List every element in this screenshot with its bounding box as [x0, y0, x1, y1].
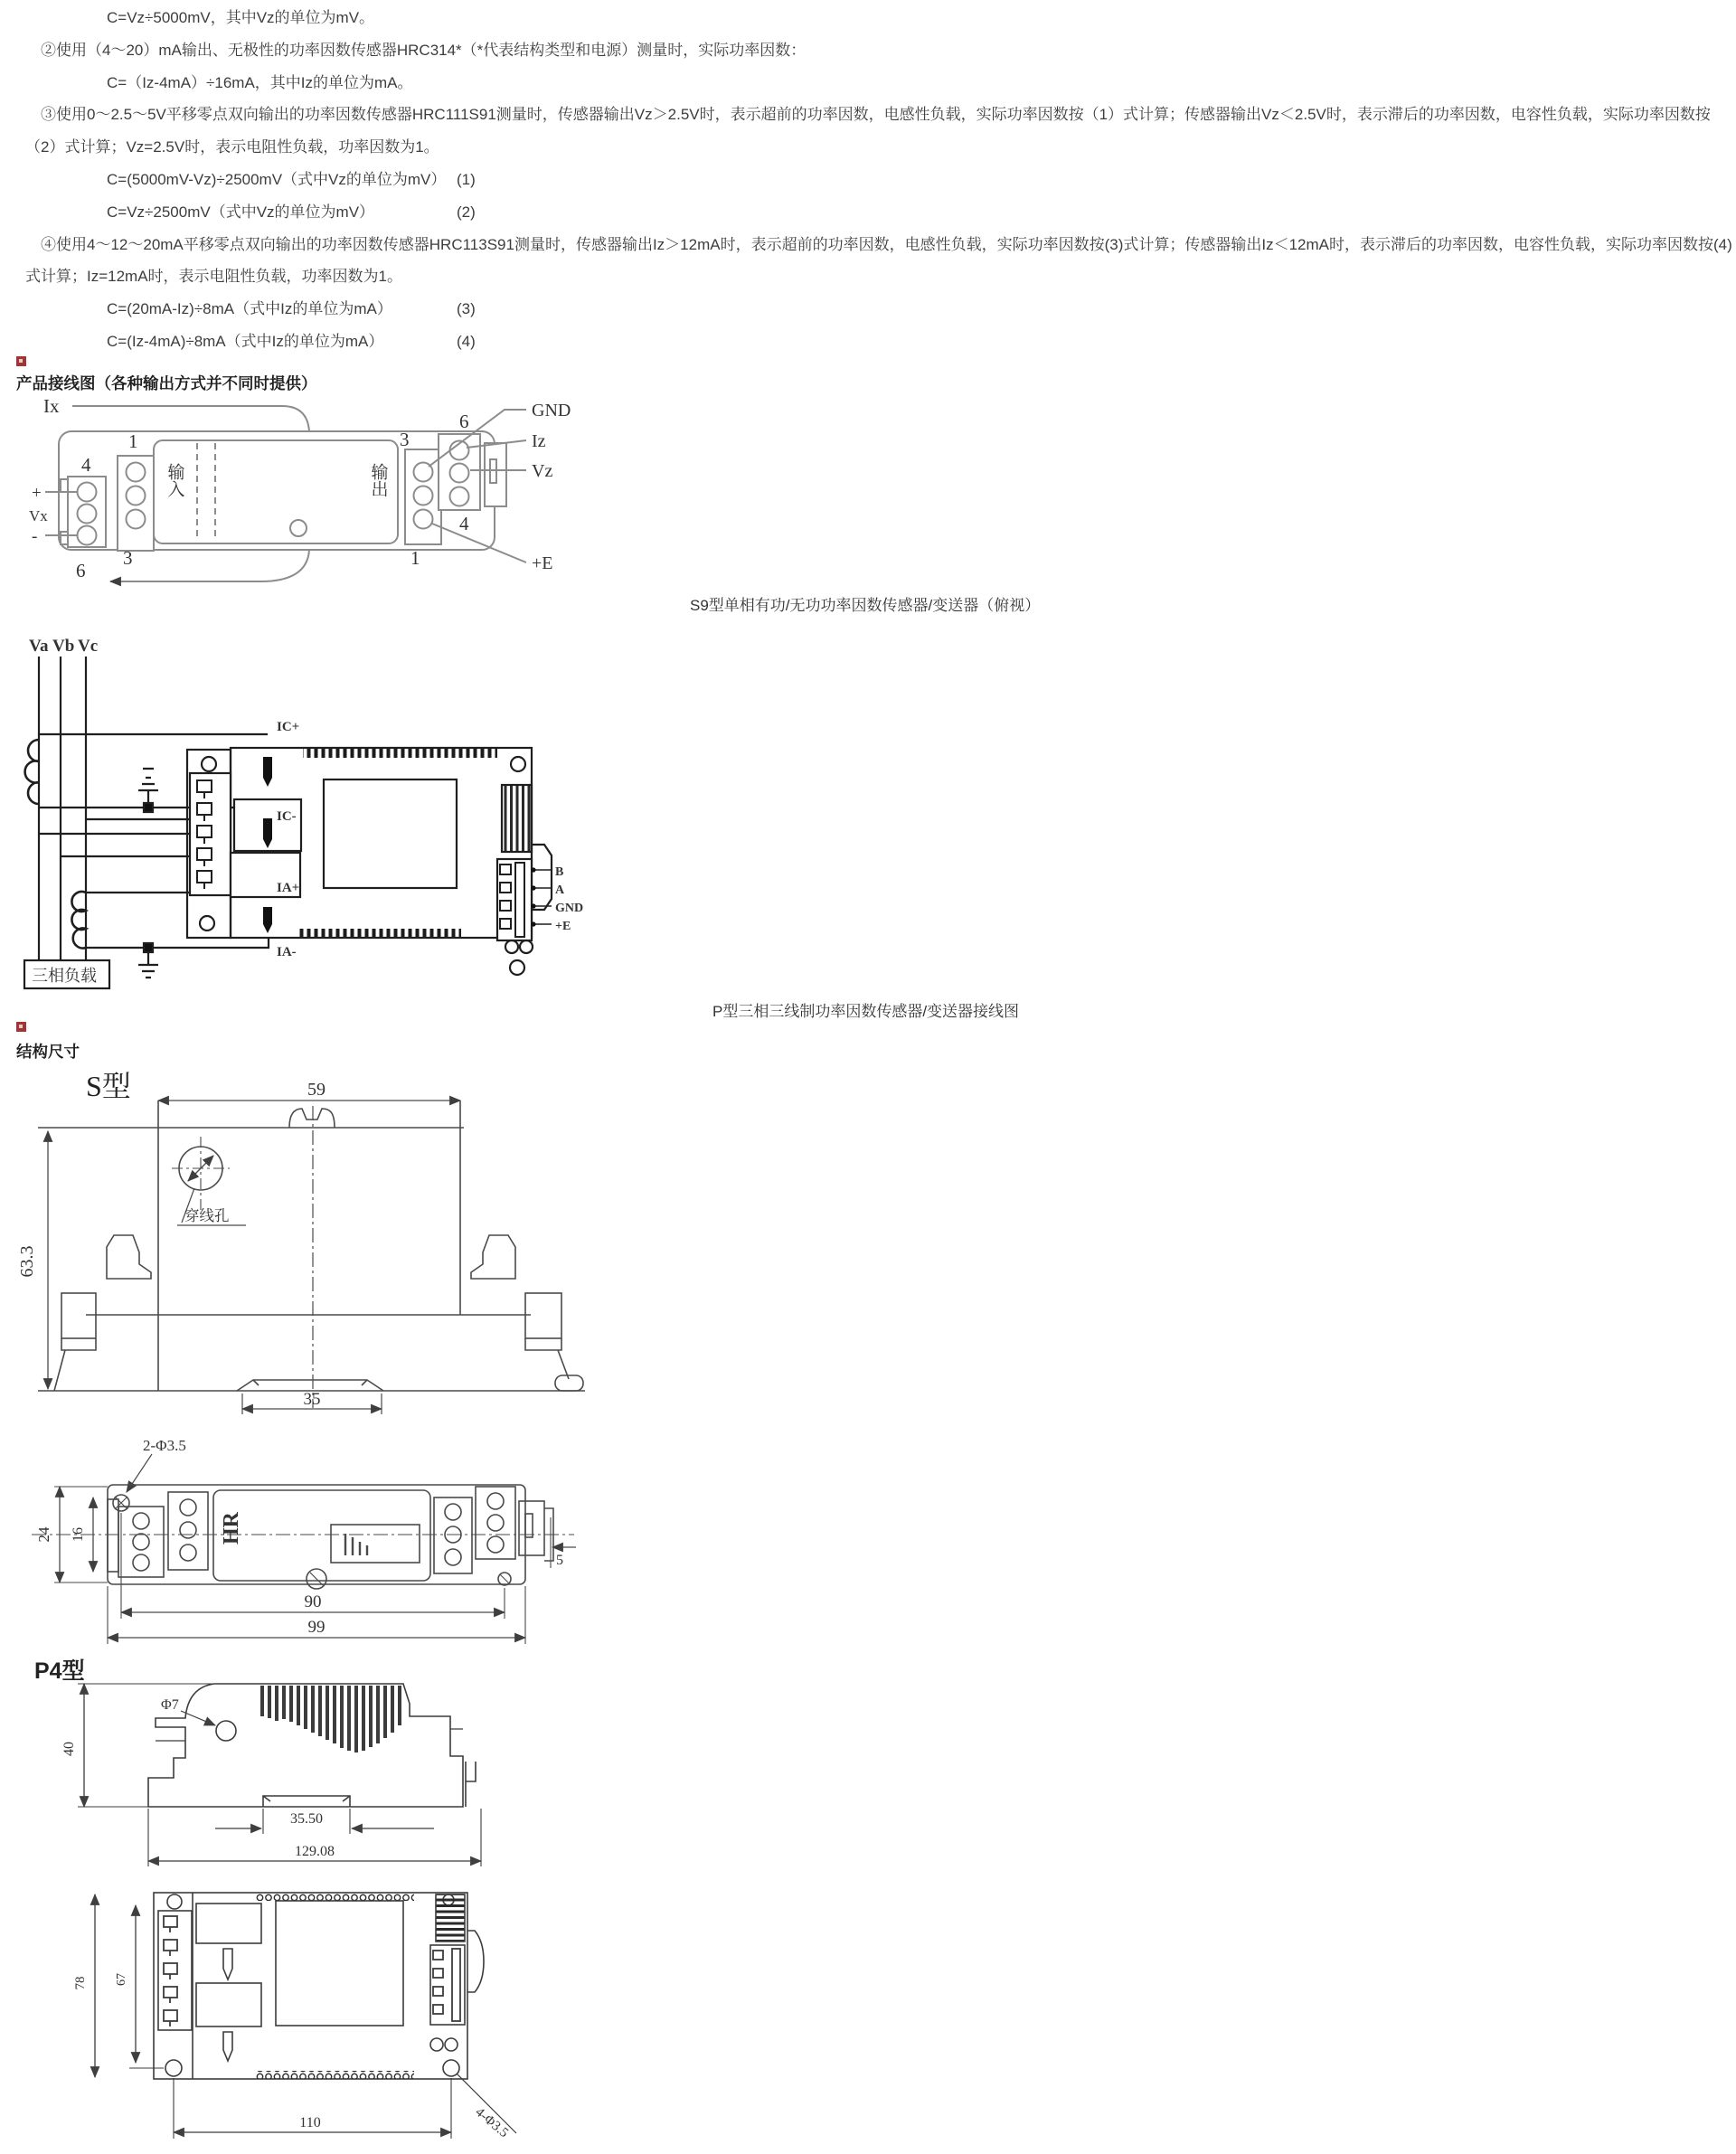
pin-dot — [531, 921, 535, 926]
connector-teeth — [433, 1949, 460, 2021]
s-type-heading: S型 — [86, 1070, 131, 1102]
screw-hole — [165, 2060, 182, 2076]
label-iz: Iz — [532, 431, 546, 451]
right-hook — [466, 1762, 476, 1807]
screw-hole — [202, 757, 216, 771]
label-ic-plus: IC+ — [277, 720, 300, 734]
contact-marks — [345, 1534, 367, 1555]
dim-67: 67 — [115, 1973, 128, 1986]
dim-90: 90 — [304, 1592, 322, 1611]
pin-number: 3 — [400, 429, 410, 450]
text-line: 式计算；Iz=12mA时，表示电阻性负载，功率因数为1。 — [25, 268, 403, 286]
dim-12908: 129.08 — [295, 1844, 335, 1859]
equation-line: C=(Iz-4mA)÷8mA（式中Iz的单位为mA） (4) — [0, 326, 1736, 358]
terminal-strip — [434, 1497, 472, 1573]
ct-block — [196, 1983, 261, 2026]
hole-leader — [127, 1454, 152, 1492]
pin-number: 6 — [459, 411, 469, 432]
equation-number: (4) — [457, 332, 476, 350]
screw-cross — [115, 1497, 127, 1509]
terminal-hole — [78, 505, 97, 524]
label-vb: Vb — [52, 637, 75, 656]
screw-cross — [500, 1574, 509, 1583]
bottom-pin-row — [298, 929, 461, 937]
terminal-hole — [487, 1536, 504, 1553]
bottom-pin-row — [256, 2071, 414, 2079]
transformer-block — [276, 1901, 403, 2026]
current-return-arrow — [110, 550, 309, 581]
screw-hole — [510, 960, 524, 975]
pin-dot — [531, 903, 535, 908]
terminal-clip — [61, 532, 68, 544]
pin-number: 4 — [459, 513, 469, 534]
text-line: （2）式计算；Vz=2.5V时，表示电阻性负载，功率因数为1。 — [25, 138, 439, 156]
body-outline — [154, 1893, 467, 2079]
pin-number: 6 — [76, 560, 86, 581]
terminal-hole — [180, 1522, 196, 1538]
label-plus: + — [32, 484, 42, 503]
ext-lines-40 — [78, 1684, 217, 1807]
dim-40: 40 — [61, 1742, 77, 1756]
side-plate — [519, 1501, 544, 1555]
ct-coil-c — [71, 892, 86, 949]
p4-top-drawing — [50, 1885, 556, 2154]
config-hole — [520, 940, 533, 953]
ct-block — [196, 1904, 261, 1943]
text-line: C=（Iz-4mA）÷16mA，其中Iz的单位为mA。 — [107, 73, 413, 91]
module-body — [213, 1490, 430, 1581]
dim-78: 78 — [73, 1976, 88, 1990]
section-title-dimensions: 结构尺寸 — [16, 1043, 80, 1061]
terminal-hole — [127, 463, 146, 482]
caption-p-type: P型三相三线制功率因数传感器/变送器接线图 — [712, 1003, 1020, 1020]
label-wire-hole: 穿线孔 — [184, 1207, 230, 1224]
dim-2-phi35: 2-Φ3.5 — [143, 1437, 186, 1454]
direction-arrow — [263, 907, 272, 933]
terminal-hole — [445, 1504, 461, 1520]
label-input: 输入 — [165, 463, 184, 497]
config-hole — [505, 940, 518, 953]
p4-side-drawing — [54, 1671, 561, 1879]
din-clip — [467, 1931, 484, 1992]
s-type-top-drawing — [9, 1427, 642, 1653]
top-pin-row — [303, 749, 497, 758]
pin-number: 1 — [128, 430, 138, 452]
terminal-hole — [414, 487, 433, 505]
dim-24: 24 — [35, 1526, 52, 1543]
equation-number: (1) — [457, 170, 476, 188]
dim-phi7: Φ7 — [161, 1697, 179, 1713]
heatsink-grille — [436, 1894, 465, 1941]
junction-dot — [144, 943, 153, 952]
module-body — [154, 440, 398, 543]
image-placeholder-icon — [16, 356, 26, 366]
p-type-wiring-diagram — [9, 631, 601, 993]
label-vc: Vc — [78, 637, 99, 656]
label-va: Va — [29, 637, 49, 656]
s-type-front-drawing — [9, 1081, 642, 1420]
intro-text-block — [0, 2, 1736, 358]
p4-type-heading: P4型 — [34, 1658, 85, 1684]
dim-99: 99 — [307, 1618, 326, 1637]
screw-hole — [200, 916, 214, 931]
terminal-hole — [78, 483, 97, 502]
text-line: C=Vz÷5000mV，其中Vz的单位为mV。 — [107, 9, 375, 26]
label-vx: Vx — [29, 507, 48, 524]
equation-line: C=(5000mV-Vz)÷2500mV（式中Vz的单位为mV） (1) — [0, 164, 1736, 196]
right-terminal-block — [476, 1487, 515, 1559]
terminal-hole — [450, 487, 469, 506]
terminal-hole — [487, 1493, 504, 1509]
dim-59: 59 — [307, 1080, 326, 1100]
right-foot-pad — [555, 1375, 583, 1391]
top-clip-bump — [289, 1109, 335, 1128]
transformer-block — [324, 779, 457, 888]
din-rail-notch — [263, 1796, 350, 1807]
ct-coil-a — [25, 740, 39, 804]
terminal-clip — [61, 479, 68, 492]
side-plate-slot — [525, 1514, 533, 1537]
text-line: ④使用4～12～20mA平移零点双向输出的功率因数传感器HRC113S91测量时，传感器输出Iz＞12mA时，表示超前的功率因数，电感性负载，实际功率因数按(3)式计算；传感器输出Iz＜12mA时，表示滞后的功率因数，电容性负载，实际功率因数按(4) — [41, 235, 1732, 253]
pin-dot — [531, 885, 535, 890]
heatsink-grille — [502, 785, 532, 852]
terminal-hole — [133, 1534, 149, 1550]
terminal-hole — [133, 1513, 149, 1529]
config-hole — [430, 2038, 443, 2051]
dim-16: 16 — [71, 1527, 86, 1542]
label-gnd2: GND — [555, 902, 584, 915]
direction-arrow — [263, 757, 272, 787]
connector-window — [331, 1525, 420, 1563]
top-pin-row — [256, 1893, 414, 1901]
left-foot-block — [61, 1293, 96, 1338]
label-ia-plus: IA+ — [277, 881, 300, 895]
screw-hole — [511, 757, 525, 771]
dim-110: 110 — [299, 2115, 321, 2130]
ground-symbol — [138, 952, 158, 978]
pin-number: 4 — [81, 454, 91, 476]
junction-dot — [144, 803, 153, 812]
terminal-hole — [78, 526, 97, 545]
label-b: B — [555, 865, 564, 879]
brand-hr: HR — [220, 1512, 243, 1545]
label-ia-minus: IA- — [277, 945, 297, 959]
label-ix: Ix — [43, 395, 60, 417]
direction-arrow — [223, 2032, 232, 2061]
plus-e-leader — [432, 524, 526, 562]
terminal-hole — [414, 510, 433, 529]
dim-35: 35 — [303, 1390, 321, 1409]
dim-63-3: 63.3 — [17, 1245, 37, 1278]
terminal-hole — [180, 1499, 196, 1516]
label-output: 输出 — [368, 463, 388, 497]
wire-ia-minus — [86, 938, 269, 948]
equation-line: C=(20mA-Iz)÷8mA（式中Iz的单位为mA） (3) — [0, 293, 1736, 326]
label-load: 三相负载 — [32, 967, 97, 985]
dim-3550: 35.50 — [290, 1811, 323, 1827]
text-line: ③使用0～2.5～5V平移零点双向输出的功率因数传感器HRC111S91测量时，传感器输出Vz＞2.5V时，表示超前的功率因数，电感性负载，实际功率因数按（1）式计算；传感器输出Vz＜2.5V时，表示滞后的功率因数，电容性负载，实际功率因数按 — [41, 106, 1711, 124]
caption-s9: S9型单相有功/无功功率因数传感器/变送器（俯视） — [690, 597, 1041, 614]
screw-slot — [310, 1573, 323, 1585]
terminal-hole — [133, 1554, 149, 1571]
terminal-hole — [127, 487, 146, 505]
left-latch — [107, 1235, 151, 1279]
label-vz: Vz — [532, 461, 553, 481]
pin-number: 3 — [123, 547, 133, 569]
terminal-hole — [450, 464, 469, 483]
terminal-hole — [127, 510, 146, 529]
pin-leaders — [532, 870, 552, 924]
pin-number: 1 — [410, 547, 420, 569]
text-line: ②使用（4～20）mA输出、无极性的功率因数传感器HRC314*（*代表结构类型和电源）测量时，实际功率因数： — [41, 41, 807, 59]
equation-number: (2) — [457, 203, 476, 221]
heatsink-fins — [262, 1686, 400, 1752]
direction-arrow — [223, 1949, 232, 1979]
equation-number: (3) — [457, 300, 476, 318]
left-terminal-block — [118, 1507, 164, 1577]
ix-leader-line — [72, 406, 309, 431]
dim-5: 5 — [556, 1553, 563, 1568]
right-foot-block — [525, 1293, 561, 1338]
label-ic-minus: IC- — [277, 809, 297, 824]
label-minus: - — [32, 527, 38, 546]
equation-line: C=Vz÷2500mV（式中Vz的单位为mV） (2) — [0, 196, 1736, 229]
left-foot-step — [54, 1338, 96, 1391]
pin-dot — [531, 867, 535, 872]
label-plus-e: +E — [532, 553, 553, 573]
terminal-hole — [180, 1545, 196, 1561]
clip-detail — [156, 1729, 463, 1741]
terminal-hole — [487, 1515, 504, 1531]
label-a: A — [555, 883, 565, 897]
phi7-hole — [216, 1721, 236, 1741]
comb-teeth — [164, 1916, 177, 2026]
right-latch — [471, 1235, 515, 1279]
image-placeholder-icon — [16, 1022, 26, 1032]
terminal-strip — [168, 1492, 208, 1570]
screw-hole — [167, 1894, 182, 1909]
label-plus-e2: +E — [555, 920, 571, 933]
din-clip — [532, 845, 552, 910]
right-foot-step — [525, 1338, 569, 1379]
section-title-wiring: 产品接线图（各种输出方式并不同时提供） — [16, 374, 317, 392]
config-hole — [445, 2038, 458, 2051]
label-gnd: GND — [532, 401, 571, 420]
ground-symbol — [138, 769, 158, 803]
dim-4-phi35: 4-Φ3.5 — [472, 2104, 512, 2141]
s9-wiring-diagram — [27, 391, 615, 603]
terminal-hole — [445, 1549, 461, 1565]
